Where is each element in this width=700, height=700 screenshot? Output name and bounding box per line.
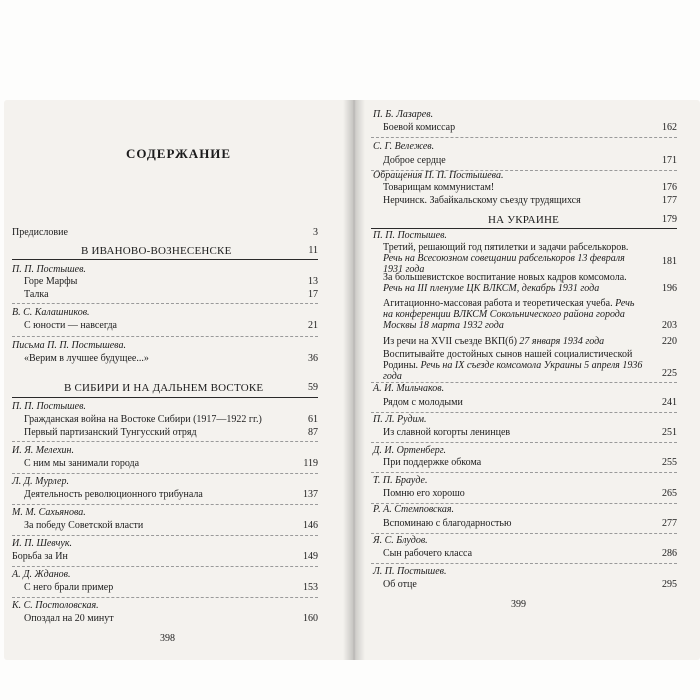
entry-title: Вспоминаю с благодарностью (383, 518, 512, 529)
entry-author: Р. А. Стемповская. (373, 504, 455, 515)
speech-occasion: Речь на IX съезде комсомола Украины 5 апреля 1936 года (383, 360, 643, 382)
entry-divider (12, 473, 318, 474)
entry-author: С. Г. Вележев. (373, 141, 435, 152)
section-siberia-page: 59 (308, 382, 318, 393)
entry-title: Борьба за Ин (12, 551, 68, 562)
entry-author: Л. П. Постышев. (373, 566, 447, 577)
entry-page: 171 (662, 155, 677, 166)
entry-divider (12, 597, 318, 598)
entry-page: 17 (308, 289, 318, 300)
entry-page: 146 (303, 520, 318, 531)
entry-title: При поддержке обкома (383, 457, 482, 468)
entry-title: Опоздал на 20 минут (24, 613, 114, 624)
section-siberia-title: В СИБИРИ И НА ДАЛЬНЕМ ВОСТОКЕ (64, 382, 264, 394)
entry-page: 13 (308, 276, 318, 287)
entry-page: 153 (303, 582, 318, 593)
entry-page: 137 (303, 489, 318, 500)
left-page (4, 100, 353, 660)
entry-page: 255 (662, 457, 677, 468)
entry-author: П. П. Постышев. (373, 230, 447, 241)
entry-title: За победу Советской власти (24, 520, 144, 531)
speech-occasion: Речь на Всесоюзном совещании рабселькоров 13 февраля 1931 года (383, 253, 625, 275)
entry-author: А. И. Мильчаков. (373, 383, 445, 394)
entry-title: Доброе сердце (383, 155, 446, 166)
entry-title: Талка (24, 289, 49, 300)
speech-occasion: Речь на III пленуме ЦК ВЛКСМ, декабрь 1931 года (383, 283, 600, 294)
entry-page: 265 (662, 488, 677, 499)
entry-page: 21 (308, 320, 318, 331)
entry-title: Боевой комиссар (383, 122, 456, 133)
entry-divider (371, 533, 677, 534)
entry-page: 196 (662, 283, 677, 294)
book-gutter (343, 100, 365, 660)
speech-entry (383, 298, 645, 331)
entry-page: 203 (662, 320, 677, 331)
entry-page: 251 (662, 427, 677, 438)
section-ivanovo-title: В ИВАНОВО-ВОЗНЕСЕНСКЕ (81, 245, 232, 257)
entry-page: 61 (308, 414, 318, 425)
right-page (353, 100, 700, 660)
entry-title: Рядом с молодыми (383, 397, 463, 408)
entry-author: Обращения П. П. Постышева. (373, 170, 504, 181)
page-number: 398 (160, 633, 175, 644)
entry-author: В. С. Калашников. (12, 307, 90, 318)
entry-title: Товарищам коммунистам! (383, 182, 495, 193)
entry-author: Письма П. П. Постышева. (12, 340, 126, 351)
entry-title: Нерчинск. Забайкальскому съезду трудящихся (383, 195, 581, 206)
entry-author: А. Д. Жданов. (12, 569, 71, 580)
speech-entry (383, 349, 645, 382)
entry-divider (371, 442, 677, 443)
speech-occasion: Речь на конференции ВЛКСМ Сокольнического района города Москвы 18 марта 1932 года (383, 298, 635, 331)
entry-title: Гражданская война на Востоке Сибири (1917—1922 гг.) (24, 414, 262, 425)
entry-divider (371, 137, 677, 138)
entry-title: С юности — навсегда (24, 320, 117, 331)
entry-page: 295 (662, 579, 677, 590)
entry-page: 87 (308, 427, 318, 438)
speech-entry (383, 242, 645, 275)
entry-divider (371, 472, 677, 473)
entry-page: 177 (662, 195, 677, 206)
entry-page: 119 (303, 458, 318, 469)
entry-page: 225 (662, 368, 677, 379)
entry-author: К. С. Постоловская. (12, 600, 99, 611)
entry-divider (12, 504, 318, 505)
entry-page: 160 (303, 613, 318, 624)
entry-divider (12, 336, 318, 337)
speech-title: Агитационно-массовая работа и теоретическая учеба. (383, 298, 613, 309)
entry-author: И. Я. Мелехин. (12, 445, 74, 456)
entry-page: 286 (662, 548, 677, 559)
section-ukraine-page: 179 (662, 214, 677, 225)
entry-divider (12, 441, 318, 442)
entry-page: 149 (303, 551, 318, 562)
speech-title: Из речи на XVII съезде ВКП(б) (383, 336, 517, 347)
contents-heading: СОДЕРЖАНИЕ (126, 146, 232, 161)
entry-title: «Верим в лучшее будущее...» (24, 353, 149, 364)
section-divider (12, 397, 318, 398)
section-divider (371, 228, 677, 229)
preface-title: Предисловие (12, 227, 68, 238)
preface-page: 3 (313, 227, 318, 238)
entry-divider (12, 566, 318, 567)
entry-page: 220 (662, 336, 677, 347)
speech-entry (383, 272, 645, 294)
entry-title: С него брали пример (24, 582, 114, 593)
page-number: 399 (511, 599, 526, 610)
speech-entry (383, 336, 604, 347)
entry-page: 162 (662, 122, 677, 133)
entry-page: 36 (308, 353, 318, 364)
entry-divider (12, 303, 318, 304)
entry-author: П. П. Постышев. (12, 264, 86, 275)
entry-title: Первый партизанский Тунгусский отряд (24, 427, 197, 438)
entry-title: Деятельность революционного трибунала (24, 489, 203, 500)
speech-title: Третий, решающий год пятилетки и задачи рабселькоров. (383, 242, 629, 253)
speech-occasion: 27 января 1934 года (519, 336, 605, 347)
entry-page: 241 (662, 397, 677, 408)
entry-author: П. П. Постышев. (12, 401, 86, 412)
entry-author: И. П. Шевчук. (12, 538, 73, 549)
entry-page: 181 (662, 256, 677, 267)
entry-author: П. Л. Рудим. (373, 414, 427, 425)
entry-divider (371, 412, 677, 413)
entry-author: Д. И. Ортенберг. (373, 445, 447, 456)
entry-author: Т. П. Брауде. (373, 475, 428, 486)
entry-title: Помню его хорошо (383, 488, 465, 499)
section-divider (12, 259, 318, 260)
entry-title: Горе Марфы (24, 276, 78, 287)
entry-divider (371, 563, 677, 564)
entry-author: П. Б. Лазарев. (373, 109, 434, 120)
entry-title: С ним мы занимали города (24, 458, 140, 469)
speech-title: За большевистское воспитание новых кадров комсомола. (383, 272, 627, 283)
entry-author: М. М. Сахьянова. (12, 507, 86, 518)
entry-author: Я. С. Блудов. (373, 535, 428, 546)
entry-title: Об отце (383, 579, 417, 590)
entry-title: Сын рабочего класса (383, 548, 473, 559)
speech-title: Воспитывайте достойных сынов нашей социалистической Родины. (383, 349, 633, 371)
entry-author: Л. Д. Мурлер. (12, 476, 69, 487)
entry-page: 176 (662, 182, 677, 193)
section-ukraine-title: НА УКРАИНЕ (488, 214, 560, 226)
entry-divider (12, 535, 318, 536)
section-ivanovo-page: 11 (308, 245, 318, 256)
entry-page: 277 (662, 518, 677, 529)
entry-title: Из славной когорты ленинцев (383, 427, 511, 438)
